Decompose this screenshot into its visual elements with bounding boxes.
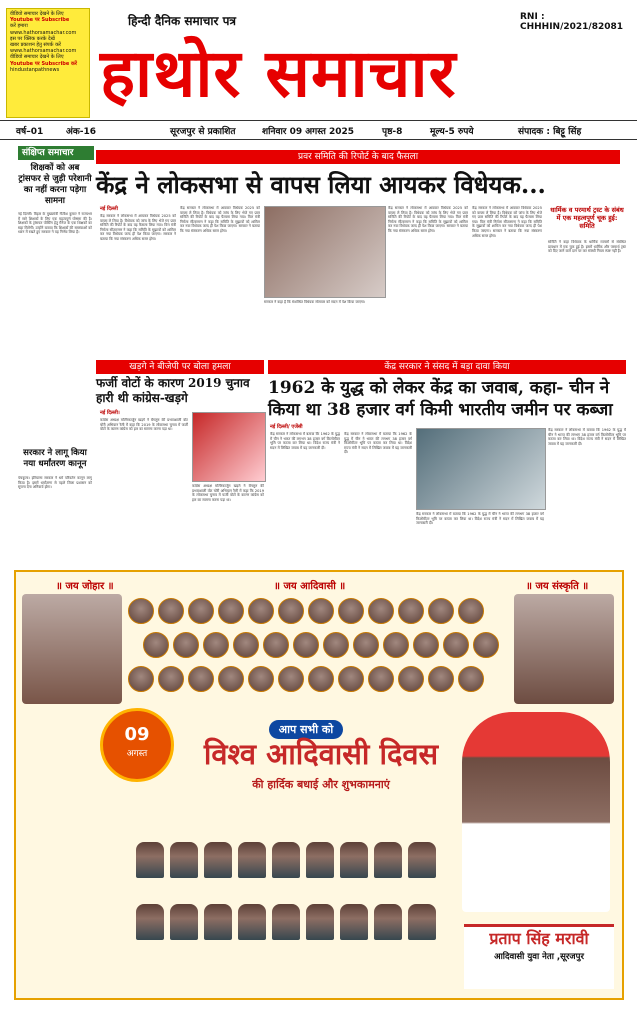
supporter-photo (272, 842, 300, 878)
china-dateline: नई दिल्ली/ एजेंसी (270, 424, 303, 430)
box-line[interactable]: www.hathorsamachar.com (10, 29, 77, 36)
price: मूल्य-5 रुपये (430, 127, 474, 137)
wish-text: की हार्दिक बधाई और शुभकामनाएं (252, 778, 390, 791)
leader-portrait (248, 598, 274, 624)
box-line: वीडियो समाचार देखने के लिए (10, 54, 64, 61)
china-body-col-2: केंद्र सरकार ने लोकसभा में बताया कि 1962 के युद्ध में चीन ने भारत की लगभग 38 हजार वर्ग किलोमीटर भूमि पर कब्जा कर लिया था। विदेश राज्य मंत्री ने सदन में लिखित जवाब में यह जानकारी दी। (344, 432, 412, 455)
top-story-col-3: केंद्र सरकार ने लोकसभा में आयकर विधेयक 2025 को वापस ले लिया है। विधेयक को जांच के लिए भेजे गए प्रवर समिति की रिपोर्ट के बाद यह फैसला लिया गया। वित्त मंत्री निर्मला सीतारमण ने कहा कि समिति के सुझावों को शामिल कर नया विधेयक जल्द ही पेश किया जाएगा। सरकार ने बताया कि नया संस्करण अधिक सरल होगा। (388, 206, 468, 233)
banner-tag-adivasi: ॥ जय आदिवासी ॥ (274, 581, 346, 592)
box-line[interactable]: www.hathorsamachar.com (10, 48, 77, 55)
brief-story-1-title: शिक्षकों को अब ट्रांसफर से जुड़ी परेशानी का नहीं करना पड़ेगा सामना (18, 163, 92, 206)
subscribe-box (6, 8, 90, 118)
finance-minister-photo (264, 206, 386, 298)
box-line: वीडियो समाचार देखने के लिए (10, 11, 64, 17)
china-body-col-3: केंद्र सरकार ने लोकसभा में बताया कि 1962 के युद्ध में चीन ने भारत की लगभग 38 हजार वर्ग किलोमीटर भूमि पर कब्जा कर लिया था। विदेश राज्य मंत्री ने सदन में लिखित जवाब में यह जानकारी दी। (416, 512, 544, 526)
leader-portrait (353, 632, 379, 658)
leader-portrait (473, 632, 499, 658)
tribal-hero-right-portrait (514, 594, 614, 704)
top-story-col-1: केंद्र सरकार ने लोकसभा में आयकर विधेयक 2025 को वापस ले लिया है। विधेयक को जांच के लिए भेजे गए प्रवर समिति की रिपोर्ट के बाद यह फैसला लिया गया। वित्त मंत्री निर्मला सीतारमण ने कहा कि समिति के सुझावों को शामिल कर नया विधेयक जल्द ही पेश किया जाएगा। सरकार ने बताया कि नया संस्करण अधिक सरल होगा। (100, 214, 176, 241)
trust-box-title: धार्मिक व परमार्थ ट्रस्ट के संबंध में एक महत्वपूर्ण चूक हुई: समिति (550, 206, 624, 230)
box-line: खबर प्रकाशन हेतु संपर्क करें (10, 42, 61, 49)
supporter-photo (408, 842, 436, 878)
leader-portrait (413, 632, 439, 658)
leader-portrait (458, 666, 484, 692)
supporter-photo (170, 842, 198, 878)
supporter-photo (170, 904, 198, 940)
top-story-headline: केंद्र ने लोकसभा से वापस लिया आयकर विधेयक... (96, 170, 546, 199)
brief-story-2-body: पंचकूला। हरियाणा सरकार ने धर्म परिवर्तन कानून लागू किया है। इसमें धर्मांतरण से पहले जिला प्रशासन को सूचना देना अनिवार्य होगा। (18, 476, 92, 490)
supporter-photo (306, 904, 334, 940)
kharge-body-2: कांग्रेस अध्यक्ष मल्लिकार्जुन खड़गे ने बेंगलुरु की प्रभावशाली वोट चोरी अभियान रैली में कहा कि 2019 के लोकसभा चुनाव में फर्जी वोटों के कारण कांग्रेस को हार का सामना करना पड़ा था। (192, 484, 264, 502)
top-story-col-2: केंद्र सरकार ने लोकसभा में आयकर विधेयक 2025 को वापस ले लिया है। विधेयक को जांच के लिए भेजे गए प्रवर समिति की रिपोर्ट के बाद यह फैसला लिया गया। वित्त मंत्री निर्मला सीतारमण ने कहा कि समिति के सुझावों को शामिल कर नया विधेयक जल्द ही पेश किया जाएगा। सरकार ने बताया कि नया संस्करण अधिक सरल होगा। (180, 206, 260, 233)
top-story-kicker: प्रवर समिति की रिपोर्ट के बाद फैसला (96, 150, 620, 164)
supporter-photo (136, 842, 164, 878)
supporter-photo (374, 842, 402, 878)
supporter-photo (340, 842, 368, 878)
leader-portrait (308, 598, 334, 624)
leader-portrait (293, 632, 319, 658)
leader-portrait (218, 666, 244, 692)
brief-news-heading: संक्षिप्त समाचार (18, 146, 94, 160)
leader-portrait (308, 666, 334, 692)
leader-portrait (233, 632, 259, 658)
banner-tag-sanskriti: ॥ जय संस्कृति ॥ (526, 581, 589, 592)
greeting-line: आप सभी को (269, 720, 343, 739)
leader-portrait (428, 666, 454, 692)
leader-portrait (368, 666, 394, 692)
leader-portrait (338, 598, 364, 624)
kharge-dateline: नई दिल्ली। (100, 410, 120, 416)
leader-portrait (188, 666, 214, 692)
leader-portrait (383, 632, 409, 658)
editor: संपादक : बिट्टू सिंह (518, 127, 582, 137)
supporter-photo (306, 842, 334, 878)
top-story-caption: सरकार ने कहा है कि संशोधित विधेयक सोमवार को सदन में पेश किया जाएगा। (264, 300, 366, 304)
box-line: Youtube पर Subscribe करें (10, 60, 77, 67)
leader-portrait (128, 666, 154, 692)
leader-portrait (248, 666, 274, 692)
china-headline-line-2: किया था 38 हजार वर्ग किमी भारतीय जमीन पर कब्जा (268, 400, 613, 420)
leader-main-portrait (462, 712, 610, 912)
leader-portrait (278, 598, 304, 624)
banner-tag-johar: ॥ जय जोहार ॥ (56, 581, 114, 592)
date-badge (100, 708, 174, 782)
leader-name: प्रताप सिंह मरावी (489, 929, 589, 948)
supporter-photo (340, 904, 368, 940)
leader-title: आदिवासी युवा नेता ,सूरजपुर (494, 952, 584, 962)
leader-portrait (368, 598, 394, 624)
box-line[interactable]: hindustanpathnews (10, 66, 60, 73)
box-line: करें हमारा (10, 23, 28, 30)
date-badge-day: 09 (124, 724, 150, 745)
leader-portrait (398, 598, 424, 624)
china-body-col-1: केंद्र सरकार ने लोकसभा में बताया कि 1962 के युद्ध में चीन ने भारत की लगभग 38 हजार वर्ग किलोमीटर भूमि पर कब्जा कर लिया था। विदेश राज्य मंत्री ने सदन में लिखित जवाब में यह जानकारी दी। (270, 432, 340, 450)
masthead-title: हाथोर समाचार (100, 34, 457, 112)
date-badge-month: अगस्त (126, 749, 148, 759)
publish-place: सूरजपुर से प्रकाशित (170, 127, 236, 137)
supporter-photo (238, 842, 266, 878)
leader-portrait (443, 632, 469, 658)
leader-portrait-grid (128, 598, 508, 698)
supporter-photo (204, 842, 232, 878)
supporter-photo (374, 904, 402, 940)
event-title: विश्व आदिवासी दिवस (203, 737, 439, 771)
brief-story-1-body: नई दिल्ली। बिहार के मुख्यमंत्री नीतीश कुमार ने राज्यभर में सारे शिक्षकों के लिए एक महत्वपूर्ण घोषणा की है। शिक्षकों के ट्रांसफर पोस्टिंग हेतु मैनेज के एक शिक्षकों का सहा मिलेगी। उन्होंने बताया कि शिक्षकों की समस्याओं को ध्यान में रखते हुए सरकार ने यह निर्णय लिया है। (18, 212, 92, 235)
adivasi-diwas-banner (14, 570, 624, 1000)
leader-portrait (203, 632, 229, 658)
kharge-headline: फर्जी वोटों के कारण 2019 चुनाव हारी थी कांग्रेस-खड़गे (96, 376, 250, 405)
leader-portrait (218, 598, 244, 624)
china-kicker: केंद्र सरकार ने संसद में बड़ा दावा किया (268, 360, 626, 374)
leader-portrait (188, 598, 214, 624)
top-story-col-4: केंद्र सरकार ने लोकसभा में आयकर विधेयक 2025 को वापस ले लिया है। विधेयक को जांच के लिए भेजे गए प्रवर समिति की रिपोर्ट के बाद यह फैसला लिया गया। वित्त मंत्री निर्मला सीतारमण ने कहा कि समिति के सुझावों को शामिल कर नया विधेयक जल्द ही पेश किया जाएगा। सरकार ने बताया कि नया संस्करण अधिक सरल होगा। (472, 206, 542, 238)
leader-portrait (458, 598, 484, 624)
leader-portrait (338, 666, 364, 692)
leader-portrait (263, 632, 289, 658)
minister-photos (416, 428, 546, 510)
info-bar (0, 120, 637, 140)
kharge-kicker: खड़गे ने बीजेपी पर बोला हमला (96, 360, 264, 374)
box-line: Youtube पर Subscribe (10, 17, 70, 24)
leader-portrait (158, 666, 184, 692)
leader-portrait (158, 598, 184, 624)
supporter-photo (238, 904, 266, 940)
supporters-group (136, 842, 436, 982)
year: वर्ष–01 (16, 127, 44, 137)
issue: अंक-16 (66, 127, 97, 137)
top-story-dateline: नई दिल्ली (100, 206, 118, 212)
masthead-subtitle: हिन्दी दैनिक समाचार पत्र (128, 14, 237, 28)
leader-portrait (398, 666, 424, 692)
trust-box-body: समिति ने कहा विधेयक के धार्मिक मामलों से संबंधित प्रावधान में एक चूक हुई है। इसमें धार्मिक और परमार्थ ट्रस्ट को दिए जाने वाले दान पर कर संबंधी नियम स्पष्ट नहीं हैं। (548, 240, 626, 254)
box-line: इस पर क्लिक करके देखें (10, 35, 55, 42)
china-body-col-4: केंद्र सरकार ने लोकसभा में बताया कि 1962 के युद्ध में चीन ने भारत की लगभग 38 हजार वर्ग किलोमीटर भूमि पर कब्जा कर लिया था। विदेश राज्य मंत्री ने सदन में लिखित जवाब में यह जानकारी दी। (548, 428, 626, 446)
leader-portrait (173, 632, 199, 658)
rni-number: RNI : CHHHIN/2021/82081 (520, 12, 624, 32)
supporter-photo (204, 904, 232, 940)
china-headline-line-1: 1962 के युद्ध को लेकर केंद्र का जवाब, कहा- चीन ने (268, 378, 610, 398)
leader-name-plate (464, 924, 614, 989)
leader-portrait (428, 598, 454, 624)
brief-story-2-title: सरकार ने लागू किया नया धर्मांतरण कानून (23, 448, 87, 469)
leader-portrait (143, 632, 169, 658)
leader-portrait (128, 598, 154, 624)
page-count: पृष्ठ-8 (382, 127, 403, 137)
leader-portrait (323, 632, 349, 658)
kharge-body: कांग्रेस अध्यक्ष मल्लिकार्जुन खड़गे ने बेंगलुरु की प्रभावशाली वोट चोरी अभियान रैली में कहा कि 2019 के लोकसभा चुनाव में फर्जी वोटों के कारण कांग्रेस को हार का सामना करना पड़ा था। (100, 418, 188, 432)
kharge-photo (192, 412, 266, 482)
issue-date: शनिवार 09 अगस्त 2025 (262, 127, 355, 137)
supporter-photo (136, 904, 164, 940)
supporter-photo (272, 904, 300, 940)
supporter-photo (408, 904, 436, 940)
leader-portrait (278, 666, 304, 692)
tribal-hero-left-portrait (22, 594, 122, 704)
